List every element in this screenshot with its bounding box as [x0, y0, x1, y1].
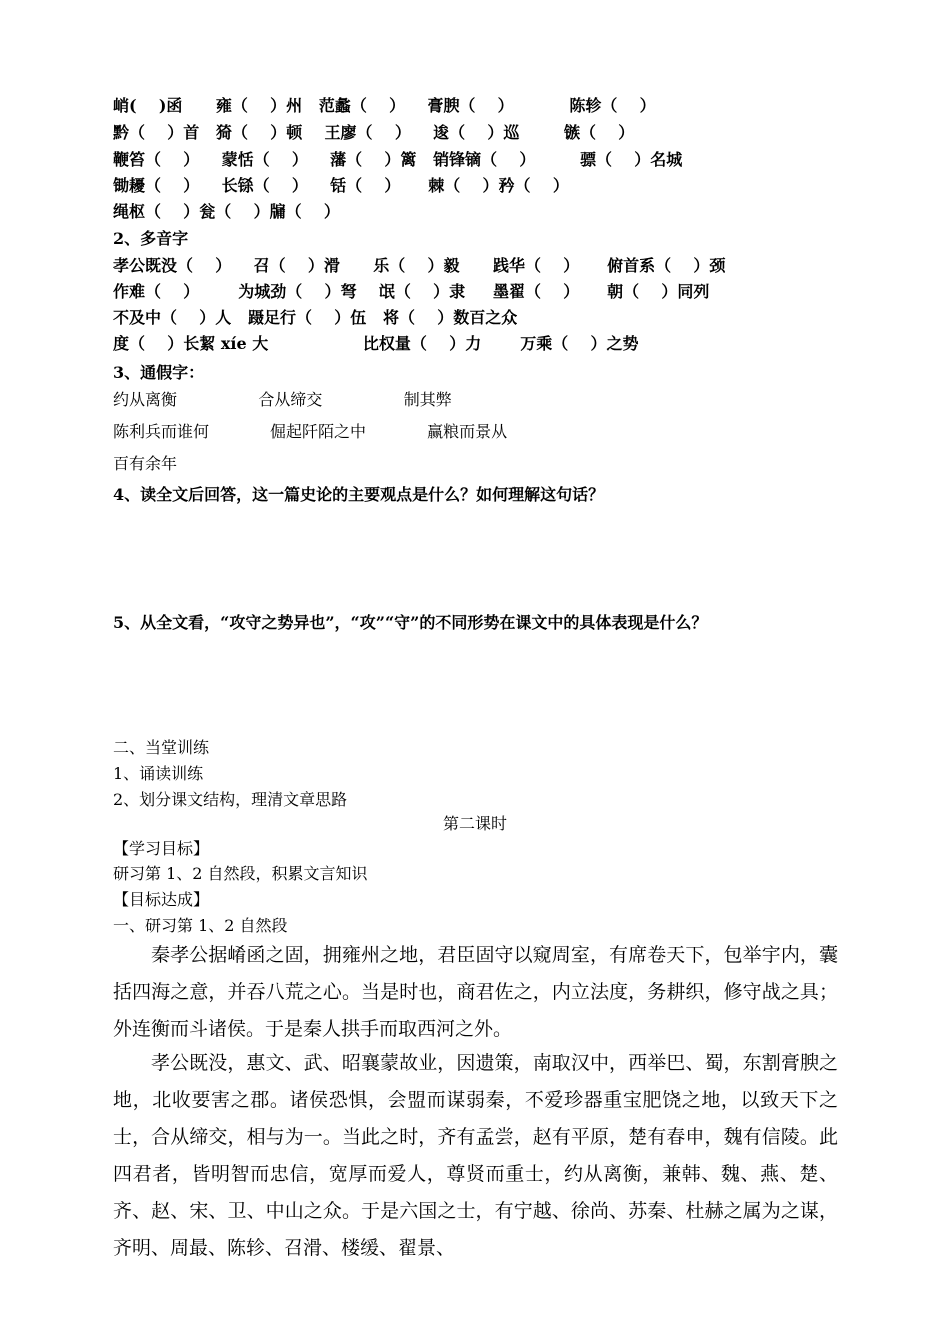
passage-paragraph-1: 秦孝公据崤函之固，拥雍州之地，君臣固守以窥周室，有席卷天下，包举宇内，囊括四海之意，并吞八荒之心。当是时也，商君佐之，内立法度，务耕织，修守战之具；外连衡而斗诸侯。于是秦人拱手而取西河之外。 — [113, 944, 838, 1040]
polyphone-row-2: 作难（ ） 为城劲（ ）弩 氓（ ）隶 墨翟（ ） 朝（ ）同列 — [113, 282, 710, 301]
pronunciation-row-5: 绳枢（ ）瓮（ ）牖（ ） — [113, 202, 340, 221]
section-2-title: 2、多音字 — [113, 229, 189, 248]
learning-goal-text: 研习第 1、2 自然段，积累文言知识 — [113, 864, 368, 883]
pronunciation-row-2: 黔（ ）首 猗（ ）顿 王廖（ ） 逡（ ）巡 镞（ ） — [113, 123, 635, 142]
tongjia-row-1: 约从离衡 合从缔交 制其弊 — [113, 390, 452, 409]
polyphone-row-1: 孝公既没（ ） 召（ ）滑 乐（ ）毅 践华（ ） 俯首系（ ）颈 — [113, 256, 726, 275]
pronunciation-row-3: 鞭笞（ ） 蒙恬（ ） 藩（ ）篱 销锋镝（ ） 骠（ ）名城 — [113, 150, 683, 169]
part-2-item-2: 2、划分课文结构，理清文章思路 — [113, 790, 348, 809]
lesson-2-title: 第二课时 — [442, 814, 507, 833]
passage-paragraph-2: 孝公既没，惠文、武、昭襄蒙故业，因遗策，南取汉中，西举巴、蜀，东割膏腴之地，北收要害之郡。诸侯恐惧，会盟而谋弱秦，不爱珍器重宝肥饶之地，以致天下之士，合从缔交，相与为一。当此之时，齐有孟尝，赵有平原，楚有春申，魏有信陵。此四君者，皆明智而忠信，宽厚而爱人，尊贤而重士，约从离衡，兼韩、魏、燕、楚、齐、赵、宋、卫、中山之众。于是六国之士，有宁越、徐尚、苏秦、杜赫之属为之谋，齐明、周最、陈轸、召滑、楼缓、翟景、 — [113, 1052, 838, 1259]
tongjia-row-2: 陈利兵而谁何 倔起阡陌之中 赢粮而景从 — [113, 422, 508, 441]
pronunciation-row-1: 峭( )函 雍（ ）州 范蠡（ ） 膏腴（ ） 陈轸（ ） — [113, 96, 656, 115]
part-2-title: 二、当堂训练 — [113, 738, 210, 757]
polyphone-row-4: 度（ ）长絜 xíe 大 比权量（ ）力 万乘（ ）之势 — [113, 334, 639, 353]
polyphone-row-3: 不及中（ ）人 蹑足行（ ）伍 将（ ）数百之众 — [113, 308, 518, 327]
question-4: 4、读全文后回答，这一篇史论的主要观点是什么？如何理解这句话？ — [113, 485, 605, 504]
tongjia-row-3: 百有余年 — [113, 454, 178, 473]
question-5: 5、从全文看，“攻守之势异也”，“攻”“守”的不同形势在课文中的具体表现是什么？ — [113, 613, 708, 632]
part-2-item-1: 1、诵读训练 — [113, 764, 204, 783]
learning-goal-heading: 【学习目标】 — [113, 839, 210, 858]
pronunciation-row-4: 锄耰（ ） 长铩（ ） 铦（ ） 棘（ ）矜（ ） — [113, 176, 569, 195]
study-paragraphs-heading: 一、研习第 1、2 自然段 — [113, 916, 288, 935]
section-3-title: 3、通假字： — [113, 363, 205, 382]
goal-achieved-heading: 【目标达成】 — [113, 890, 210, 909]
